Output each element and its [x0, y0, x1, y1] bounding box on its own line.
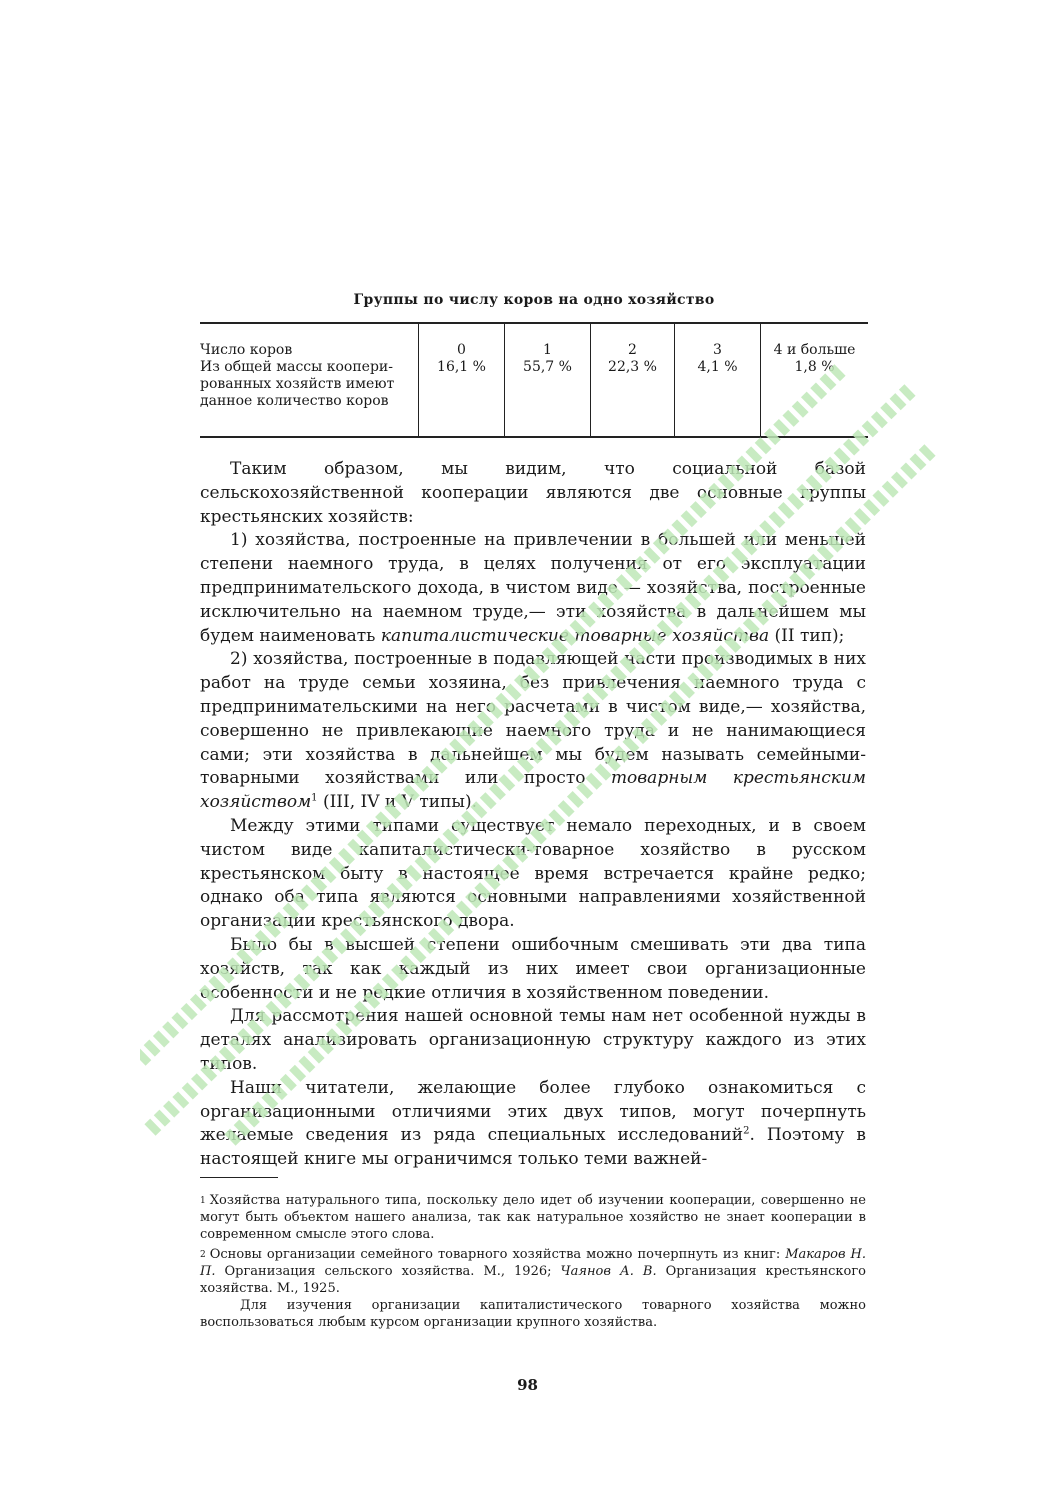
paragraph-text: (III, IV и V типы). — [317, 792, 477, 813]
table-caption: Группы по числу коров на одно хозяйство — [353, 292, 715, 308]
paragraph-text: (II тип); — [769, 625, 845, 646]
group-share: 55,7 % — [523, 359, 572, 375]
footnote-ref[interactable]: 1 — [311, 792, 318, 804]
footnote-text: Организация сельского хозяйства. М., 1926; — [215, 1264, 561, 1280]
paragraph-text: . Поэтому в настоящей книге мы ограничимся только теми важней- — [200, 1125, 866, 1170]
table-row — [200, 324, 868, 436]
group-label: 2 — [628, 342, 637, 358]
table-cell-group-2 — [590, 324, 674, 436]
footnote-2-continuation: Для изучения организации капиталистического товарного хозяйства можно воспользоваться любым курсом организации крупного хозяйства. — [200, 1297, 866, 1330]
footnote-1 — [200, 1193, 866, 1243]
group-label: 1 — [543, 342, 552, 358]
row-header-line: Из общей массы коопери- — [200, 359, 393, 375]
group-label: 0 — [457, 342, 466, 358]
table-cell-group-0 — [418, 324, 504, 436]
paragraph: Таким образом, мы видим, что социальной базой сельскохозяйственной кооперации являются две основные группы крестьянских хозяйств: — [200, 459, 866, 527]
footnote-text: Организация крестьянского хозяйства. М., 1925. — [200, 1264, 866, 1296]
footnote-ref[interactable]: 2 — [743, 1125, 750, 1137]
paragraph: Было бы в высшей степени ошибочным смешивать эти два типа хозяйств, так как каждый из них имеет свои организационные особенности и не редкие отличия в хозяйственном поведении. — [200, 934, 866, 1003]
table-cell-group-1 — [504, 324, 590, 436]
footnote-2 — [200, 1247, 866, 1297]
group-share: 4,1 % — [697, 359, 738, 375]
table-cell-group-3 — [674, 324, 760, 436]
row-header-line: Число коров — [200, 342, 293, 358]
group-label: 3 — [713, 342, 722, 358]
author-name: Макаров Н. П. — [200, 1247, 866, 1280]
body-text — [200, 458, 866, 1172]
paragraph: Для рассмотрения нашей основной темы нам нет особенной нужды в деталях анализировать организационную структуру каждого из этих типов. — [200, 1006, 866, 1074]
italic-term: капиталистические товарные хозяйства — [380, 625, 770, 646]
footnotes — [200, 1193, 866, 1331]
group-share: 22,3 % — [608, 359, 657, 375]
footnote-mark: 2 — [200, 1250, 206, 1261]
paragraph — [200, 529, 866, 648]
group-label: 4 и больше — [773, 342, 856, 358]
paragraph — [200, 1077, 866, 1172]
footnote-divider — [200, 1177, 278, 1178]
paragraph: Между этими типами существует немало переходных, и в своем чистом виде капиталистически-товарное хозяйство в русском крестьянском быту в настоящее время встречается крайне редко; однако оба типа являются основными направлениями хозяйственной организации крестьянского двора. — [200, 815, 866, 932]
row-header-line: данное количество коров — [200, 393, 389, 409]
paragraph — [200, 648, 866, 815]
author-name: Чаянов А. В. — [560, 1264, 657, 1280]
page-number: 98 — [517, 1376, 538, 1394]
paragraph-text: Наши читатели, желающие более глубоко ознакомиться с организационными отличиями этих двух типов, могут почерпнуть желаемые сведения из ряда специальных исследований — [200, 1077, 866, 1146]
footnote-text: Основы организации семейного товарного хозяйства можно почерпнуть из книг: — [209, 1247, 786, 1263]
italic-term: товарным крестьянским хозяйством — [200, 768, 866, 813]
cow-groups-table — [200, 322, 868, 438]
paragraph-text: 2) хозяйства, построенные в подавляющей части производимых в них работ на труде семьи хозяина, без привлечения наемного труда с предпринимательскими на него расчетами в чистом виде,— хозяйства, совершенно не привлекающие наемного труда и не нанимающиеся сами; эти хозяйства в дальнейшем мы будем называть семейными-товарными хозяйствами или просто — [200, 649, 866, 789]
footnote-text: Хозяйства натурального типа, поскольку дело идет об изучении кооперации, совершенно не могут быть объектом нашего анализа, так как натуральное хозяйство не знает кооперации в современном смысле этого слова. — [200, 1193, 866, 1242]
row-header-line: рованных хозяйств имеют — [200, 376, 395, 392]
group-share: 16,1 % — [437, 359, 486, 375]
table-cell-group-4 — [760, 324, 868, 436]
footnote-mark: 1 — [200, 1196, 206, 1206]
row-header-cell — [200, 324, 418, 436]
group-share: 1,8 % — [794, 359, 835, 375]
paragraph-text: 1) хозяйства, построенные на привлечении в большей или меньшей степени наемного труда, в целях получения от его эксплуатации предпринимательского дохода, в чистом виде — хозяйства, построенные исключительно на наемном труде,— эти хозяйства в дальнейшем мы будем наименовать — [200, 530, 866, 646]
